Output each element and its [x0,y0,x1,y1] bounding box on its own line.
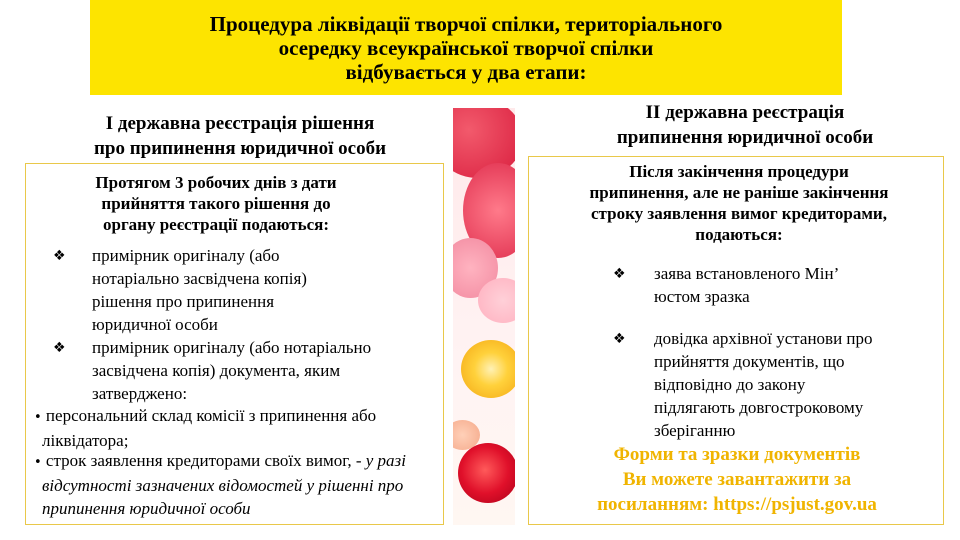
stage1-box [25,163,444,525]
stage1-subitem-2 [34,449,444,520]
stage1-item-1-line-4: юридичної особи [92,315,218,334]
stage1-item-2 [92,336,437,405]
stage1-heading-line-1: І державна реєстрація рішення [105,113,375,134]
stage2-box [528,156,944,525]
stage1-intro-line-1: Протягом 3 робочих днів з дати [95,173,337,192]
stage1-item-2-line-3: затверджено: [92,384,188,403]
download-note-line-1: Форми та зразки документів [613,444,861,465]
download-note [559,442,915,517]
stage2-item-2-line-4: підлягають довгостроковому [654,398,864,417]
bullet-diamond-icon: ❖ [53,248,66,264]
title-banner [90,0,842,95]
stage1-item-1 [92,244,422,336]
bullet-diamond-icon: ❖ [53,340,66,356]
stage1-item-2-line-1: примірник оригіналу (або нотаріально [92,338,372,357]
title-line-1: Процедура ліквідації творчої спілки, територіального [209,11,723,36]
stage2-item-2-line-1: довідка архівної установи про [654,329,873,348]
stage2-intro-line-1: Після закінчення процедури [629,162,849,181]
stage1-subitem-1 [34,404,439,452]
stage2-intro [549,161,929,245]
stage1-subitem-1-line-2: ліквідатора; [42,431,129,450]
red-rose-icon [458,443,515,503]
stage1-heading-line-2: про припинення юридичної особи [93,138,387,159]
stage1-subitem-2-italic-3: припинення юридичної особи [42,499,251,518]
yellow-flower-icon [461,340,515,398]
stage1-item-2-line-2: засвідчена копія) документа, яким [92,361,341,380]
stage2-item-2 [654,327,939,442]
stage2-item-1 [654,262,934,308]
bullet-diamond-icon: ❖ [613,331,626,347]
stage1-subitem-2-regular: строк заявлення кредиторами своїх вимог, - [45,451,366,470]
stage1-intro-line-3: органу реєстрації подаються: [102,215,330,234]
title-line-2: осередку всеукраїнської творчої спілки [278,35,654,60]
stage2-intro-line-3: строку заявлення вимог кредиторами, [591,204,887,223]
stage1-intro [66,172,366,235]
stage2-heading [570,100,920,150]
stage2-item-2-line-5: зберіганню [654,421,736,440]
stage1-item-1-line-1: примірник оригіналу (або [92,246,280,265]
stage1-subitem-1-line-1: персональний склад комісії з припинення або [45,406,377,425]
bullet-dot-icon: • [34,410,42,425]
stage1-subitem-2-italic-2: відсутності зазначених відомостей у рішенні про [42,476,404,495]
stage2-heading-line-1: ІІ державна реєстрація [645,102,845,123]
pink-flower-icon [478,278,515,323]
stage2-intro-line-2: припинення, але не раніше закінчення [589,183,889,202]
flowers-image [453,108,515,525]
stage1-item-1-line-2: нотаріально засвідчена копія) [92,269,307,288]
stage1-intro-line-2: прийняття такого рішення до [101,194,331,213]
title-line-3: відбувається у два етапи: [345,59,587,84]
download-note-line-2: Ви можете завантажити за [622,469,852,490]
bullet-dot-icon: • [34,455,42,470]
stage2-item-2-line-3: відповідно до закону [654,375,806,394]
download-note-link[interactable]: посиланням: https://psjust.gov.ua [597,494,877,515]
stage2-intro-line-4: подаються: [695,225,783,244]
stage2-item-1-line-2: юстом зразка [654,287,750,306]
stage1-subitem-2-italic-1: у разі [365,451,406,470]
stage1-item-1-line-3: рішення про припинення [92,292,275,311]
bullet-diamond-icon: ❖ [613,266,626,282]
stage2-item-2-line-2: прийняття документів, що [654,352,845,371]
stage1-heading [40,111,440,161]
stage2-heading-line-2: припинення юридичної особи [616,127,874,148]
stage2-item-1-line-1: заява встановленого Мін’ [654,264,840,283]
